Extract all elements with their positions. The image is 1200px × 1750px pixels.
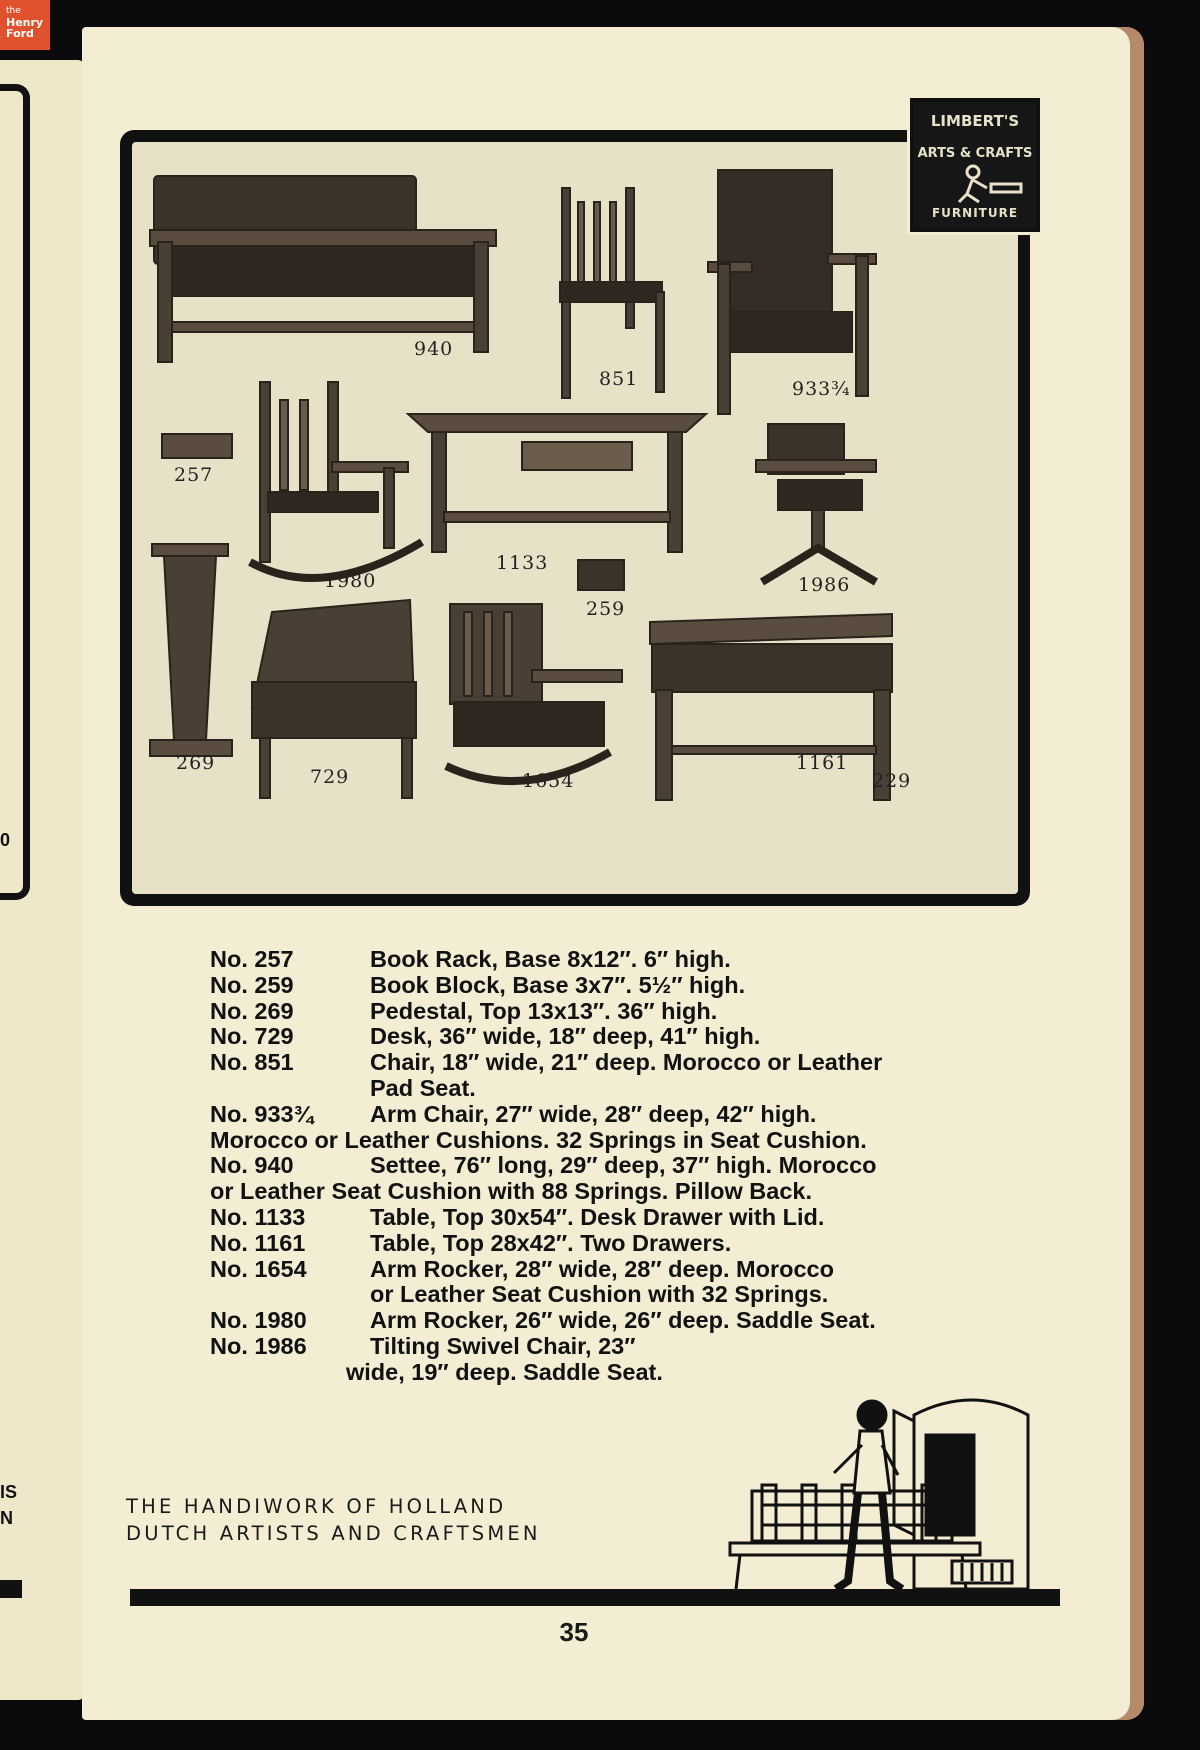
label-1654: 1654 [522, 770, 575, 792]
footer-rule [130, 1589, 1060, 1606]
list-item-1980 [210, 1308, 990, 1334]
item-description: Desk, 36″ wide, 18″ deep, 41″ high. [370, 1023, 761, 1050]
label-933-three-quarters: 933¾ [792, 378, 851, 400]
item-description: Arm Chair, 27″ wide, 28″ deep, 42″ high. [370, 1100, 817, 1127]
tagline-line-1: THE HANDIWORK OF HOLLAND [126, 1495, 507, 1518]
item-number: No. 933¾ [210, 1100, 314, 1127]
list-item-933 [210, 1102, 990, 1128]
tagline-line-2: DUTCH ARTISTS AND CRAFTSMEN [126, 1522, 541, 1545]
label-1986: 1986 [798, 574, 851, 596]
item-description: Arm Rocker, 26″ wide, 26″ deep. Saddle Seat. [370, 1307, 876, 1334]
item-continuation-933: Morocco or Leather Cushions. 32 Springs in Seat Cushion. [210, 1126, 867, 1153]
left-page-fragment-2: IS [0, 1482, 18, 1502]
item-number: No. 1161 [210, 1229, 306, 1256]
list-item-1161 [210, 1231, 990, 1257]
item-description: Table, Top 30x54″. Desk Drawer with Lid. [370, 1203, 825, 1230]
museum-badge [0, 0, 50, 50]
item-continuation-1986: wide, 19″ deep. Saddle Seat. [346, 1358, 663, 1385]
item-number: No. 851 [210, 1049, 294, 1076]
left-page-fragment-1: 0 [0, 830, 11, 850]
list-item-259 [210, 973, 990, 999]
list-item-729 [210, 1024, 990, 1050]
label-729: 729 [310, 766, 350, 788]
item-number: No. 940 [210, 1152, 294, 1179]
logo-line-1: LIMBERT'S [930, 112, 1020, 130]
left-page [0, 60, 84, 1700]
item-description: Tilting Swivel Chair, 23″ [370, 1332, 636, 1359]
label-1161: 1161 [796, 752, 849, 774]
item-number: No. 1980 [210, 1307, 307, 1334]
item-number: No. 1986 [210, 1332, 307, 1359]
logo-line-2: ARTS & CRAFTS [917, 146, 1033, 161]
item-description: Pedestal, Top 13x13″. 36″ high. [370, 997, 718, 1024]
furniture-plate [120, 130, 1030, 906]
list-item-1133 [210, 1205, 990, 1231]
catalog-page [82, 27, 1144, 1720]
list-item-257 [210, 947, 990, 973]
list-item-851 [210, 1050, 990, 1076]
item-continuation-851: Pad Seat. [370, 1074, 476, 1101]
item-number: No. 269 [210, 997, 294, 1024]
label-259: 259 [586, 598, 626, 620]
left-page-rule [0, 1580, 22, 1598]
logo-line-3: FURNITURE [931, 206, 1019, 220]
item-description: Arm Rocker, 28″ wide, 28″ deep. Morocco [370, 1255, 834, 1282]
badge-line-3: Ford [6, 27, 34, 40]
item-continuation-940: or Leather Seat Cushion with 88 Springs. Pillow Back. [210, 1178, 812, 1205]
tagline [126, 1493, 541, 1547]
item-number: No. 1133 [210, 1203, 306, 1230]
item-continuation-1654: or Leather Seat Cushion with 32 Springs. [370, 1281, 829, 1308]
badge-line-1: the [6, 6, 21, 16]
list-item-269 [210, 999, 990, 1025]
list-item-1986 [210, 1334, 990, 1360]
label-257: 257 [174, 464, 214, 486]
catalog-listing [210, 947, 990, 1386]
item-number: No. 259 [210, 971, 294, 998]
item-description: Book Block, Base 3x7″. 5½″ high. [370, 971, 746, 998]
logo-craftsman-icon [915, 164, 1035, 204]
badge-line-2: Henry [6, 16, 44, 29]
label-1980: 1980 [324, 570, 377, 592]
item-number: No. 1654 [210, 1255, 307, 1282]
limbert-logo [910, 98, 1040, 232]
left-page-fragment-3: N [0, 1508, 13, 1528]
left-page-frame [0, 84, 30, 900]
item-description: Table, Top 28x42″. Two Drawers. [370, 1229, 732, 1256]
furniture-photo [132, 142, 1018, 894]
label-1133: 1133 [496, 552, 549, 574]
label-940: 940 [414, 338, 454, 360]
item-description: Chair, 18″ wide, 21″ deep. Morocco or Leather [370, 1049, 883, 1076]
page-number: 35 [559, 1617, 589, 1647]
item-description: Book Rack, Base 8x12″. 6″ high. [370, 946, 731, 972]
item-description: Settee, 76″ long, 29″ deep, 37″ high. Morocco [370, 1152, 877, 1179]
label-269: 269 [176, 752, 216, 774]
label-229: 229 [872, 770, 912, 792]
item-number: No. 257 [210, 946, 294, 972]
item-number: No. 729 [210, 1023, 294, 1050]
list-item-1654 [210, 1257, 990, 1283]
list-item-940 [210, 1153, 990, 1179]
label-851: 851 [599, 368, 639, 390]
craftsman-workshop-illustration [722, 1375, 1042, 1591]
